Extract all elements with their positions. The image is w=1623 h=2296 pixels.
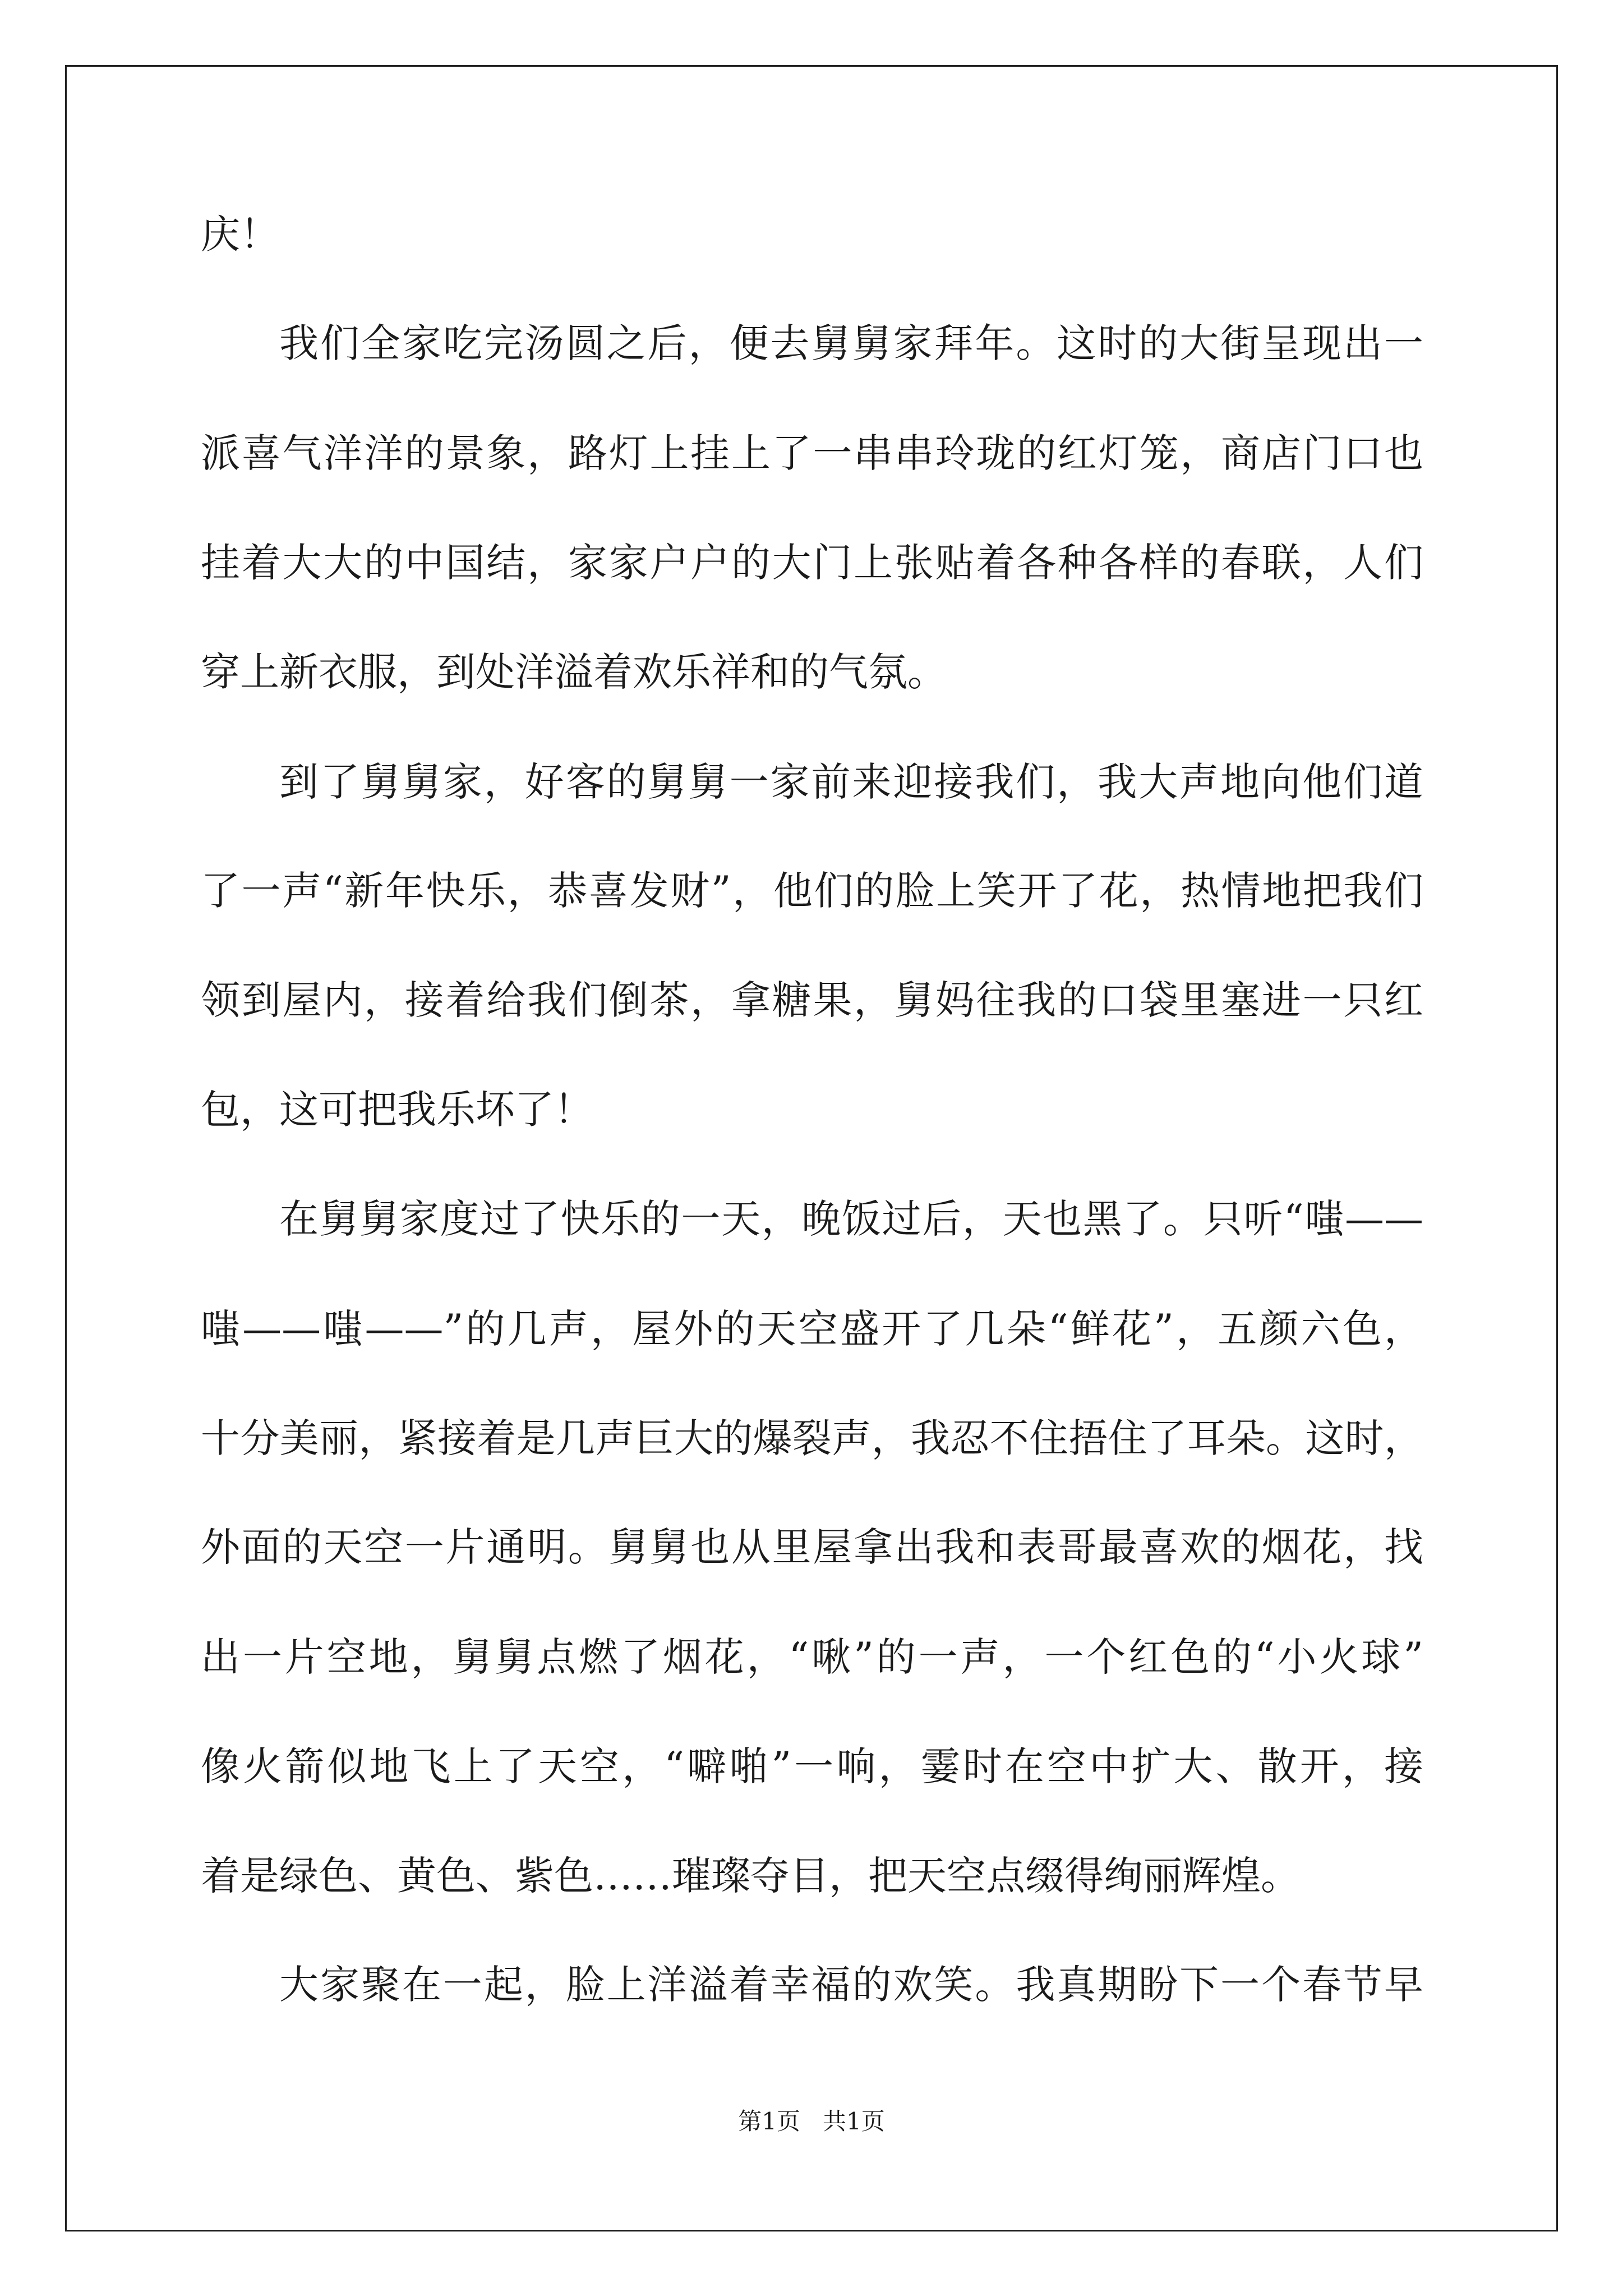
text-line-10: 在舅舅家度过了快乐的一天，晚饭过后，天也黑了。只听“嗤—— (279, 1196, 1423, 1242)
text-line-13: 外面的天空一片通明。舅舅也从里屋拿出我和表哥最喜欢的烟花，找 (201, 1524, 1423, 1570)
text-line-15: 像火箭似地飞上了天空，“噼啪”一响，霎时在空中扩大、散开，接 (201, 1743, 1423, 1789)
text-line-4: 挂着大大的中国结，家家户户的大门上张贴着各种各样的春联，人们 (201, 540, 1423, 586)
page-footer: 第1页 共1页 (738, 2108, 885, 2135)
text-line-9: 包，这可把我乐坏了！ (201, 1087, 593, 1133)
page-frame (65, 65, 1558, 2231)
text-line-6: 到了舅舅家，好客的舅舅一家前来迎接我们，我大声地向他们道 (279, 759, 1423, 805)
text-line-2: 我们全家吃完汤圆之后，便去舅舅家拜年。这时的大街呈现出一 (279, 320, 1423, 366)
text-line-14: 出一片空地，舅舅点燃了烟花，“啾”的一声，一个红色的“小火球” (201, 1634, 1423, 1680)
text-line-16: 着是绿色、黄色、紫色……璀璨夺目，把天空点缀得绚丽辉煌。 (201, 1853, 1300, 1899)
text-line-1: 庆！ (201, 211, 279, 257)
text-line-8: 领到屋内，接着给我们倒茶，拿糖果，舅妈往我的口袋里塞进一只红 (201, 977, 1423, 1023)
text-line-7: 了一声“新年快乐，恭喜发财”，他们的脸上笑开了花，热情地把我们 (201, 868, 1423, 914)
text-line-17: 大家聚在一起，脸上洋溢着幸福的欢笑。我真期盼下一个春节早 (279, 1962, 1423, 2008)
text-line-11: 嗤——嗤——”的几声，屋外的天空盛开了几朵“鲜花”，五颜六色， (201, 1306, 1423, 1352)
text-line-3: 派喜气洋洋的景象，路灯上挂上了一串串玲珑的红灯笼，商店门口也 (201, 430, 1423, 476)
text-line-5: 穿上新衣服，到处洋溢着欢乐祥和的气氛。 (201, 649, 947, 695)
text-line-12: 十分美丽，紧接着是几声巨大的爆裂声，我忍不住捂住了耳朵。这时， (201, 1415, 1423, 1461)
